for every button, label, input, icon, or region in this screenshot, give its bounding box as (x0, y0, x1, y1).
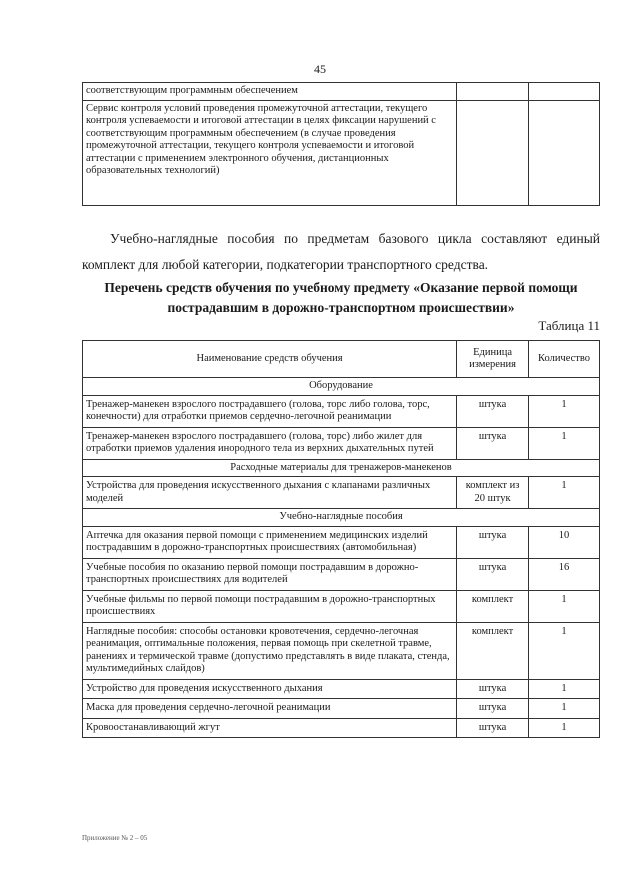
item-unit: штука (457, 718, 529, 738)
item-qty: 1 (529, 679, 600, 699)
section-row (83, 459, 600, 477)
section-row (83, 509, 600, 527)
item-qty: 1 (529, 590, 600, 622)
header-unit: Единица измерения (457, 341, 529, 378)
section-row (83, 378, 600, 396)
item-name: Учебные фильмы по первой помощи пострадавшим в дорожно-транспортных происшествиях (83, 590, 457, 622)
table-row (83, 718, 600, 738)
item-unit: штука (457, 699, 529, 719)
item-unit: штука (457, 558, 529, 590)
footer-note: Приложение № 2 – 05 (82, 834, 148, 842)
paragraph: Учебно-наглядные пособия по предметам базового цикла составляют единый комплект для любой категории, подкатегории транспортного средства. (82, 231, 600, 272)
item-name: Устройство для проведения искусственного дыхания (83, 679, 457, 699)
table-row (83, 395, 600, 427)
header-qty: Количество (529, 341, 600, 378)
item-unit: комплект из 20 штук (457, 477, 529, 509)
header-row (83, 341, 600, 378)
item-name: Тренажер-манекен взрослого пострадавшего (голова, торс) либо жилет для отработки приемов удаления инородного тела из верхних дыхательных путей (83, 427, 457, 459)
table-row (83, 679, 600, 699)
item-qty: 1 (529, 395, 600, 427)
item-unit: штука (457, 526, 529, 558)
top-table (82, 82, 600, 206)
table-row (83, 699, 600, 719)
table-row (83, 558, 600, 590)
item-name: Учебные пособия по оказанию первой помощи пострадавшим в дорожно-транспортных происшествиях для водителей (83, 558, 457, 590)
main-table (82, 340, 600, 738)
item-qty: 1 (529, 477, 600, 509)
item-name: Аптечка для оказания первой помощи с применением медицинских изделий пострадавшим в дорожно-транспортных происшествиях (автомобильная) (83, 526, 457, 558)
page-number: 45 (314, 62, 326, 76)
item-unit: штука (457, 427, 529, 459)
table-label: Таблица 11 (538, 318, 600, 333)
item-qty: 1 (529, 699, 600, 719)
table-cell: соответствующим программным обеспечением (83, 83, 457, 101)
item-qty: 10 (529, 526, 600, 558)
item-name: Маска для проведения сердечно-легочной реанимации (83, 699, 457, 719)
list-title: Перечень средств обучения по учебному предмету «Оказание первой помощи пострадавшим в дорожно-транспортном происшествии» (104, 280, 578, 315)
item-unit: комплект (457, 590, 529, 622)
item-unit: штука (457, 679, 529, 699)
item-qty: 16 (529, 558, 600, 590)
table-cell: Сервис контроля условий проведения промежуточной аттестации, текущего контроля успеваемости и итоговой аттестации в целях фиксации нарушений с соответствующим программным обеспечением (в случае проведения промежуточной аттестации, текущего контроля успеваемости и итоговой аттестации с применением электронного обучения, дистанционных образовательных технологий) (83, 100, 457, 205)
item-qty: 1 (529, 718, 600, 738)
item-unit: штука (457, 395, 529, 427)
table-row (83, 427, 600, 459)
item-name: Устройства для проведения искусственного дыхания с клапанами различных моделей (83, 477, 457, 509)
item-name: Наглядные пособия: способы остановки кровотечения, сердечно-легочная реанимация, оптимальные положения, первая помощь при скелетной травме, ранениях и термической травме (допустимо представлять в виде плаката, стенда, мультимедийных слайдов) (83, 622, 457, 679)
item-name: Кровоостанавливающий жгут (83, 718, 457, 738)
section-title: Оборудование (83, 378, 600, 396)
table-row (83, 477, 600, 509)
item-unit: комплект (457, 622, 529, 679)
table-row (83, 622, 600, 679)
table-row (83, 526, 600, 558)
section-title: Расходные материалы для тренажеров-манекенов (83, 459, 600, 477)
item-qty: 1 (529, 427, 600, 459)
header-name: Наименование средств обучения (83, 341, 457, 378)
item-qty: 1 (529, 622, 600, 679)
item-name: Тренажер-манекен взрослого пострадавшего (голова, торс либо голова, торс, конечности) для отработки приемов сердечно-легочной реанимации (83, 395, 457, 427)
table-row (83, 83, 600, 101)
section-title: Учебно-наглядные пособия (83, 509, 600, 527)
table-row (83, 590, 600, 622)
table-row (83, 100, 600, 205)
